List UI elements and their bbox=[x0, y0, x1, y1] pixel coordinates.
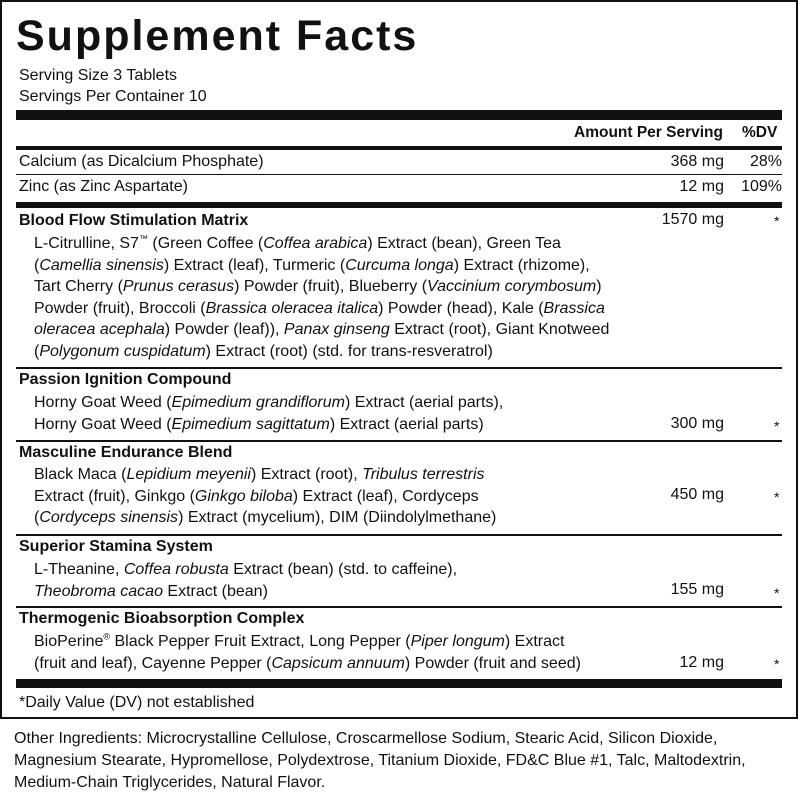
ingredient-line: Theobroma cacao Extract (bean) bbox=[34, 582, 268, 600]
thick-divider-nutrients bbox=[16, 202, 782, 208]
blend-name-blood-flow: Blood Flow Stimulation Matrix bbox=[19, 212, 249, 229]
ingredient-line: Tart Cherry (Prunus cerasus) Powder (fruit), Blueberry (Vaccinium corymbosum) bbox=[34, 278, 602, 295]
dv-header: %DV bbox=[742, 124, 778, 141]
thick-divider-top bbox=[16, 110, 782, 120]
blend-dv-thermogenic-bioabsorption: * bbox=[774, 656, 780, 672]
blend-amount-masculine-endurance: 450 mg bbox=[670, 486, 724, 503]
servings-per-container: Servings Per Container 10 bbox=[19, 88, 207, 105]
panel-title: Supplement Facts bbox=[16, 12, 419, 60]
amount-per-serving-header: Amount Per Serving bbox=[574, 124, 723, 141]
ingredient-line: L-Theanine, Coffea robusta Extract (bean) (std. to caffeine), bbox=[34, 561, 458, 578]
ingredient-line: (Polygonum cuspidatum) Extract (root) (std. for trans-resveratrol) bbox=[34, 342, 493, 360]
ingredient-line: Powder (fruit), Broccoli (Brassica oleracea italica) Powder (head), Kale (Brassica bbox=[34, 299, 605, 317]
ingredient-line: (Cordyceps sinensis) Extract (mycelium), DIM (Diindolylmethane) bbox=[34, 509, 497, 526]
nutrient-dv-calcium: 28% bbox=[749, 153, 782, 170]
ingredient-line: (fruit and leaf), Cayenne Pepper (Capsicum annuum) Powder (fruit and seed) bbox=[34, 654, 581, 672]
ingredient-line: Horny Goat Weed (Epimedium sagittatum) Extract (aerial parts) bbox=[34, 415, 484, 433]
blend-amount-thermogenic-bioabsorption: 12 mg bbox=[679, 654, 724, 671]
ingredient-line: Extract (fruit), Ginkgo (Ginkgo biloba) Extract (leaf), Cordyceps bbox=[34, 487, 479, 505]
serving-size: Serving Size 3 Tablets bbox=[19, 67, 178, 84]
blend-name-superior-stamina: Superior Stamina System bbox=[19, 538, 213, 555]
ingredient-line: BioPerine® Black Pepper Fruit Extract, Long Pepper (Piper longum) Extract bbox=[34, 631, 565, 650]
blend-name-passion-ignition: Passion Ignition Compound bbox=[19, 371, 232, 388]
blend-name-thermogenic-bioabsorption: Thermogenic Bioabsorption Complex bbox=[19, 610, 305, 627]
nutrient-amount-zinc: 12 mg bbox=[679, 178, 724, 195]
blend-dv-passion-ignition: * bbox=[774, 418, 780, 434]
ingredient-line: oleracea acephala) Powder (leaf)), Panax ginseng Extract (root), Giant Knotweed bbox=[34, 321, 610, 338]
row-divider bbox=[16, 174, 782, 175]
ingredient-line: Black Maca (Lepidium meyenii) Extract (root), Tribulus terrestris bbox=[34, 466, 485, 483]
nutrient-name-calcium: Calcium (as Dicalcium Phosphate) bbox=[19, 153, 264, 170]
blend-amount-blood-flow: 1570 mg bbox=[661, 211, 724, 228]
daily-value-footnote: *Daily Value (DV) not established bbox=[19, 694, 255, 711]
ingredient-line: Horny Goat Weed (Epimedium grandiflorum) Extract (aerial parts), bbox=[34, 394, 504, 411]
blend-dv-blood-flow: * bbox=[774, 213, 780, 229]
ingredient-line: L-Citrulline, S7™ (Green Coffee (Coffea arabica) Extract (bean), Green Tea bbox=[34, 233, 561, 252]
thick-divider-bottom bbox=[16, 679, 782, 688]
other-ingredients: Other Ingredients: Microcrystalline Cellulose, Croscarmellose Sodium, Stearic Acid, Silicon Dioxide, Magnesium Stearate, Hypromellose, Polydextrose, Titanium Dioxide, FD&C Blue #1, Talc, Maltodextrin, Medium-Chain Triglycerides, Natural Flavor. bbox=[14, 730, 746, 791]
nutrient-amount-calcium: 368 mg bbox=[670, 153, 724, 170]
blend-amount-superior-stamina: 155 mg bbox=[670, 581, 724, 598]
blend-dv-superior-stamina: * bbox=[774, 585, 780, 601]
blend-dv-masculine-endurance: * bbox=[774, 489, 780, 505]
ingredient-line: (Camellia sinensis) Extract (leaf), Turmeric (Curcuma longa) Extract (rhizome), bbox=[34, 256, 590, 274]
blend-amount-passion-ignition: 300 mg bbox=[670, 415, 724, 432]
blend-name-masculine-endurance: Masculine Endurance Blend bbox=[19, 444, 233, 461]
nutrient-dv-zinc: 109% bbox=[741, 178, 782, 195]
header-divider bbox=[16, 146, 782, 150]
nutrient-name-zinc: Zinc (as Zinc Aspartate) bbox=[19, 178, 188, 195]
